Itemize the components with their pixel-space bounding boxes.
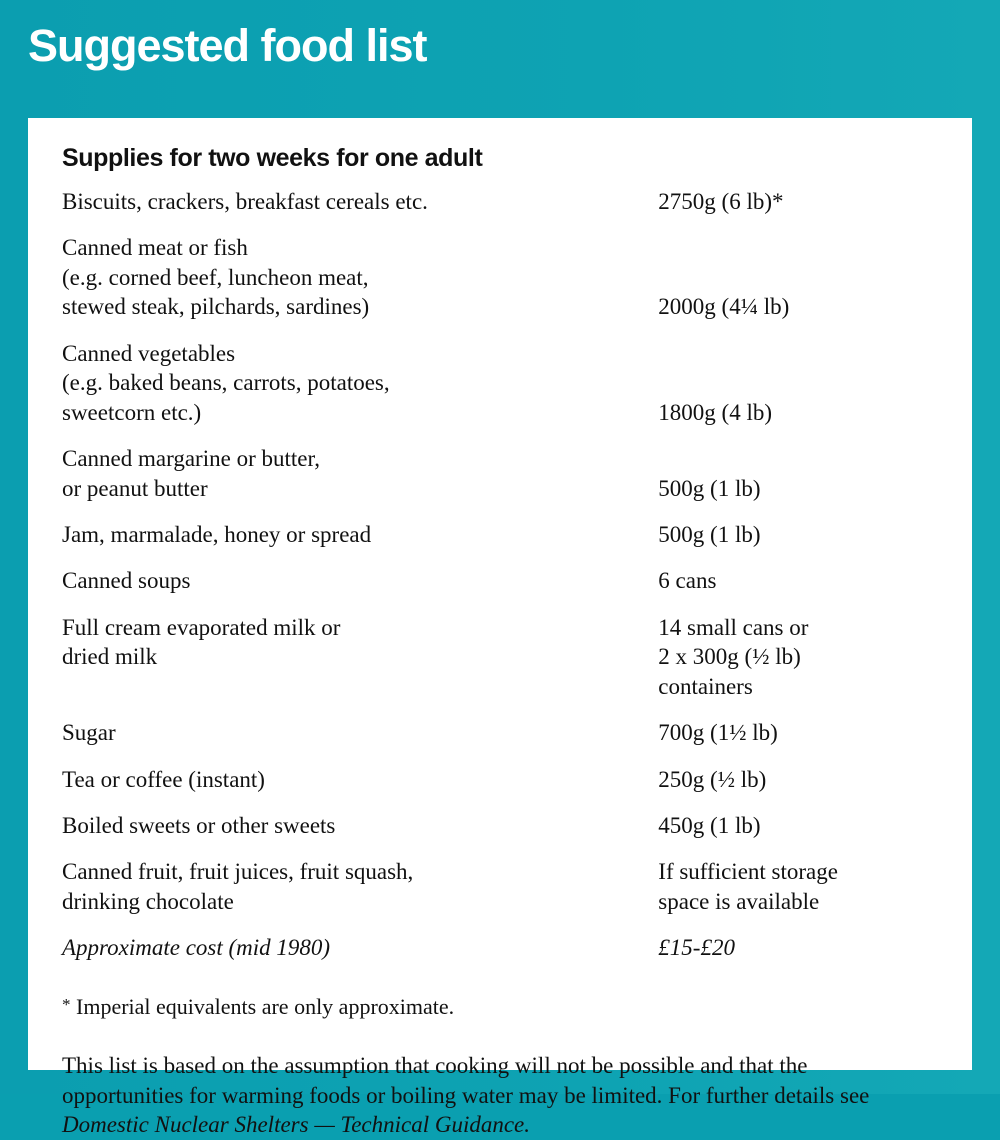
table-row xyxy=(62,933,938,962)
food-quantity-cell xyxy=(658,566,938,595)
food-item-cell xyxy=(62,444,658,503)
closing-line-3: Domestic Nuclear Shelters — Technical Guidance. xyxy=(62,1112,531,1138)
table-row xyxy=(62,444,938,503)
table-row xyxy=(62,765,938,794)
row-spacer xyxy=(62,701,938,718)
food-item-line: sweetcorn etc.) xyxy=(62,399,202,425)
row-spacer-cell xyxy=(658,216,938,233)
food-list-table xyxy=(62,187,938,963)
food-item-cell xyxy=(62,613,658,701)
row-spacer-cell xyxy=(62,427,658,444)
food-item-line: Full cream evaporated milk or xyxy=(62,614,341,640)
row-spacer xyxy=(62,748,938,765)
food-quantity-line: 500g (1 lb) xyxy=(658,475,761,501)
food-quantity-line: 14 small cans or xyxy=(658,614,809,640)
page-title: Suggested food list xyxy=(28,20,427,71)
food-quantity-line: 2750g (6 lb)* xyxy=(658,189,784,214)
food-quantity-line: space is available xyxy=(658,888,820,914)
food-item-line: Approximate cost (mid 1980) xyxy=(62,935,331,961)
table-row xyxy=(62,520,938,549)
card-title: Supplies for two weeks for one adult xyxy=(62,144,483,172)
table-row xyxy=(62,718,938,747)
food-quantity-cell xyxy=(658,444,938,503)
food-item-cell xyxy=(62,233,658,321)
closing-paragraph xyxy=(62,1051,938,1139)
food-quantity-line: £15-£20 xyxy=(658,935,735,961)
row-spacer-cell xyxy=(658,701,938,718)
closing-line-2: opportunities for warming foods or boiling water may be limited. For further details see xyxy=(62,1082,870,1108)
row-spacer-cell xyxy=(658,322,938,339)
table-row xyxy=(62,566,938,595)
table-row xyxy=(62,233,938,321)
food-quantity-line: 250g (½ lb) xyxy=(658,766,767,792)
food-quantity-line: 2 x 300g (½ lb) xyxy=(658,644,801,670)
food-item-line: or peanut butter xyxy=(62,475,208,501)
food-item-line: Canned soups xyxy=(62,568,191,594)
food-item-line: Biscuits, crackers, breakfast cereals etc. xyxy=(62,189,428,214)
row-spacer-cell xyxy=(62,794,658,811)
row-spacer-cell xyxy=(658,549,938,566)
row-spacer-cell xyxy=(62,503,658,520)
food-quantity-cell xyxy=(658,613,938,701)
food-item-line: Jam, marmalade, honey or spread xyxy=(62,521,372,547)
food-quantity-cell xyxy=(658,811,938,840)
closing-line-1: This list is based on the assumption that cooking will not be possible and that the xyxy=(62,1053,808,1079)
table-row xyxy=(62,857,938,916)
food-item-cell xyxy=(62,566,658,595)
row-spacer-cell xyxy=(658,596,938,613)
row-spacer-cell xyxy=(658,748,938,765)
food-item-line: (e.g. baked beans, carrots, potatoes, xyxy=(62,370,390,396)
food-quantity-cell xyxy=(658,765,938,794)
row-spacer xyxy=(62,549,938,566)
table-row xyxy=(62,811,938,840)
footnote xyxy=(62,993,938,1022)
row-spacer-cell xyxy=(658,840,938,857)
table-row xyxy=(62,613,938,701)
row-spacer-cell xyxy=(658,503,938,520)
food-item-line: Canned meat or fish xyxy=(62,235,248,261)
food-quantity-line: 1800g (4 lb) xyxy=(658,399,772,425)
food-item-line: Canned margarine or butter, xyxy=(62,446,320,472)
food-item-line: Canned vegetables xyxy=(62,340,236,366)
row-spacer xyxy=(62,216,938,233)
row-spacer-cell xyxy=(62,748,658,765)
food-quantity-line: 450g (1 lb) xyxy=(658,813,761,838)
food-quantity-cell xyxy=(658,933,938,962)
food-item-cell xyxy=(62,187,658,216)
food-quantity-line: 500g (1 lb) xyxy=(658,521,761,547)
food-quantity-line: If sufficient storage xyxy=(658,859,838,885)
footnote-text: Imperial equivalents are only approximate. xyxy=(76,993,455,1019)
row-spacer-cell xyxy=(62,216,658,233)
food-item-line: Tea or coffee (instant) xyxy=(62,766,265,792)
food-item-cell xyxy=(62,718,658,747)
row-spacer xyxy=(62,596,938,613)
food-item-line: drinking chocolate xyxy=(62,888,234,914)
food-quantity-line: containers xyxy=(658,673,753,699)
row-spacer-cell xyxy=(658,794,938,811)
food-quantity-line: 700g (1½ lb) xyxy=(658,720,778,746)
food-item-line: (e.g. corned beef, luncheon meat, xyxy=(62,264,369,290)
row-spacer xyxy=(62,916,938,933)
food-quantity-cell xyxy=(658,857,938,916)
food-quantity-cell xyxy=(658,520,938,549)
food-quantity-line: 2000g (4¼ lb) xyxy=(658,294,790,320)
row-spacer-cell xyxy=(62,701,658,718)
row-spacer-cell xyxy=(62,322,658,339)
row-spacer-cell xyxy=(658,916,938,933)
row-spacer xyxy=(62,794,938,811)
row-spacer xyxy=(62,322,938,339)
food-item-cell xyxy=(62,765,658,794)
row-spacer-cell xyxy=(62,840,658,857)
food-list-card xyxy=(28,118,972,1138)
food-item-line: Canned fruit, fruit juices, fruit squash, xyxy=(62,859,414,885)
food-item-line: stewed steak, pilchards, sardines) xyxy=(62,294,370,320)
food-item-cell xyxy=(62,933,658,962)
row-spacer-cell xyxy=(658,427,938,444)
food-quantity-cell xyxy=(658,233,938,321)
food-item-line: dried milk xyxy=(62,644,158,670)
food-quantity-cell xyxy=(658,718,938,747)
food-item-cell xyxy=(62,520,658,549)
row-spacer xyxy=(62,840,938,857)
food-quantity-cell xyxy=(658,187,938,216)
food-item-cell xyxy=(62,811,658,840)
food-item-line: Boiled sweets or other sweets xyxy=(62,813,336,838)
food-item-cell xyxy=(62,857,658,916)
food-item-line: Sugar xyxy=(62,720,116,746)
table-row xyxy=(62,187,938,216)
table-row xyxy=(62,339,938,427)
row-spacer xyxy=(62,503,938,520)
food-quantity-cell xyxy=(658,339,938,427)
row-spacer-cell xyxy=(62,596,658,613)
row-spacer xyxy=(62,427,938,444)
food-quantity-line: 6 cans xyxy=(658,568,717,594)
row-spacer-cell xyxy=(62,549,658,566)
row-spacer-cell xyxy=(62,916,658,933)
food-item-cell xyxy=(62,339,658,427)
footnote-marker: * xyxy=(62,994,71,1014)
